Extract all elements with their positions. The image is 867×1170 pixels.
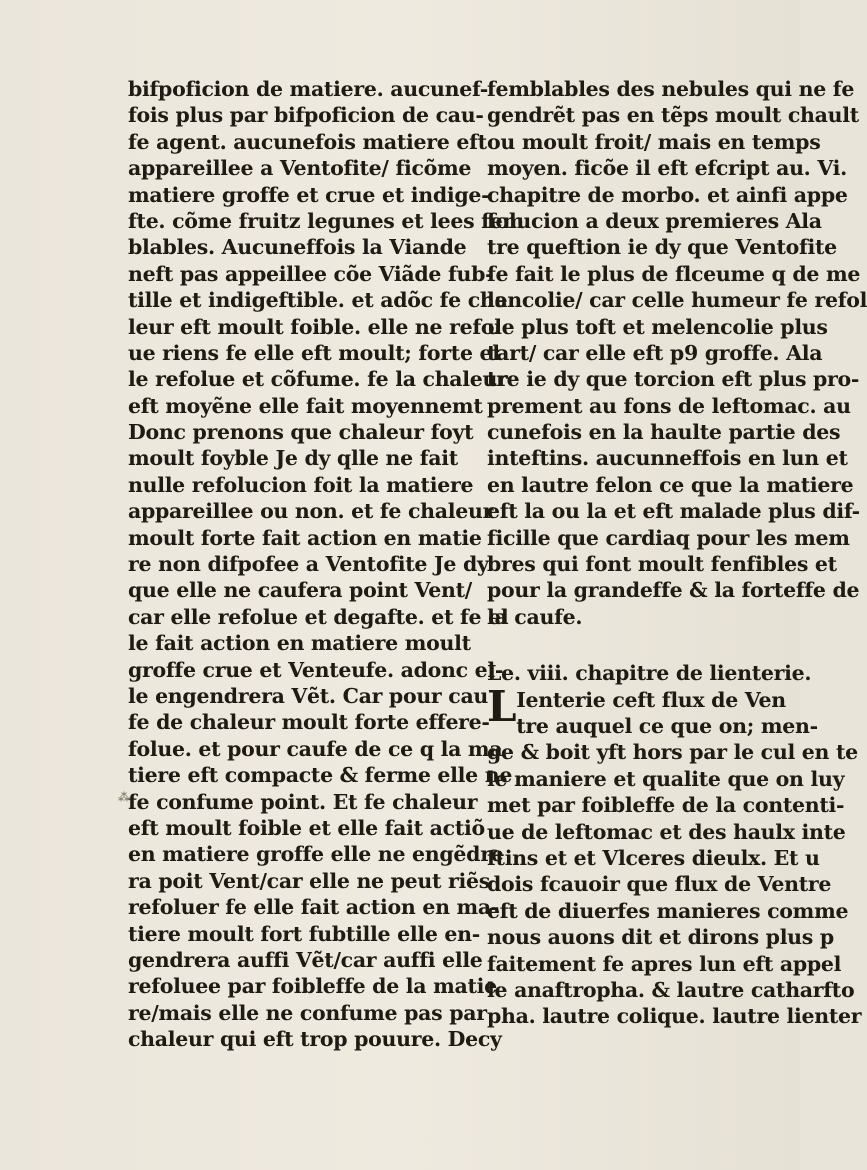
text-line: appareillee a Ventofite/ ficõme	[128, 156, 472, 181]
text-line: tre queftion ie dy que Ventofite	[487, 235, 837, 260]
text-line: cunefois en la haulte partie des	[487, 420, 841, 445]
text-line: bres qui font moult fenfibles et	[487, 552, 837, 577]
text-line: tre ie dy que torcion eft plus pro-	[487, 367, 860, 392]
text-line: moult foyble Je dy qlle ne fait	[128, 446, 458, 471]
text-line: re/mais elle ne confume pas par	[128, 1000, 487, 1025]
text-line: Donc prenons que chaleur foyt	[128, 420, 474, 445]
text-line: pour la grandeffe & la forteffe de	[487, 578, 860, 603]
text-line: blables. Aucuneffois la Viande	[128, 235, 467, 260]
text-line: la caufe.	[487, 604, 583, 629]
right-text-column	[487, 76, 867, 1030]
text-line: folue. et pour caufe de ce q la ma	[128, 736, 503, 761]
text-line: ou moult froit/ mais en temps	[487, 129, 821, 154]
text-line: fte. cõme fruitz legunes et lees fem	[128, 208, 524, 233]
text-line: bifpoficion de matiere. aucunef-	[128, 77, 488, 101]
text-line: re non difpofee a Ventofite Je dy	[128, 552, 489, 577]
text-line: moult forte fait action en matie	[128, 525, 482, 550]
text-line: pha. lautre colique. lautre lienter	[487, 1004, 862, 1029]
text-line: ficille que cardiaq pour les mem	[487, 525, 850, 550]
text-line: met par foibleffe de la contenti-	[487, 793, 845, 818]
initial-letter: L	[487, 681, 517, 731]
text-line: fe de chaleur moult forte effere-	[128, 710, 490, 735]
text-line: groffe crue et Venteufe. adonc el-	[128, 657, 504, 682]
initial-block	[487, 681, 818, 740]
text-line: le engendrera Vẽt. Car pour cau	[128, 683, 489, 708]
text-line: le refolue et cõfume. fe la chaleur	[128, 367, 508, 392]
text-line: ra poit Vent/car elle ne peut riẽs	[128, 868, 490, 893]
text-line: chaleur qui eft trop pouure. Decy	[128, 1027, 502, 1052]
text-line: le anaftropha. & lautre catharfto	[487, 977, 855, 1002]
text-line: dois fcauoir que flux de Ventre	[487, 872, 832, 897]
text-line: ue de leftomac et des haulx inte	[487, 819, 846, 844]
marginal-mark: ⁂	[118, 790, 130, 804]
text-line: en matiere groffe elle ne engẽdre	[128, 842, 504, 867]
text-line: appareillee ou non. et fe chaleur	[128, 499, 494, 524]
text-line: chapitre de morbo. et ainfi appe	[487, 182, 848, 207]
chapter-heading: Le. viii. chapitre de lienterie.	[487, 661, 812, 686]
text-line: tille et indigeftible. et adõc fe cha	[128, 288, 508, 313]
text-line: le fait action en matiere moult	[128, 631, 471, 656]
text-line: eft moyẽne elle fait moyennemt	[128, 393, 483, 418]
right-column-paragraph	[487, 76, 867, 630]
text-line: car elle refolue et degafte. et fe el	[128, 604, 509, 629]
text-line: eft moult foible et elle fait actiõ	[128, 815, 485, 840]
text-line: ftins et et Vlceres dieulx. Et u	[487, 845, 820, 870]
text-line: lencolie/ car celle humeur fe refol	[487, 288, 867, 313]
text-line: tre auquel ce que on; men-	[516, 713, 818, 738]
left-text-column	[128, 76, 524, 1052]
text-line: le maniere et qualite que on luy	[487, 766, 845, 791]
text-line: moyen. ficõe il eft efcript au. Vi.	[487, 156, 847, 181]
text-line: eft de diuerfes manieres comme	[487, 898, 849, 923]
text-line: nulle refolucion foit la matiere	[128, 472, 474, 497]
text-line: fe fait le plus de flceume q de me	[487, 261, 861, 286]
text-line: tiere eft compacte & ferme elle ne	[128, 763, 513, 788]
text-line: fe agent. aucunefois matiere eft	[128, 129, 487, 154]
text-line: gendrẽt pas en tẽps moult chault	[487, 103, 859, 128]
text-line: neft pas appeillee cõe Viãde fub-	[128, 261, 494, 286]
text-line: eft la ou la et eft malade plus dif-	[487, 499, 860, 524]
text-line: en lautre felon ce que la matiere	[487, 472, 854, 497]
text-line: Ienterie ceft flux de Ven	[516, 687, 786, 712]
text-line: ue plus toft et melencolie plus	[487, 314, 828, 339]
text-line: leur eft moult foible. elle ne refol	[128, 314, 502, 339]
text-line: folucion a deux premieres Ala	[487, 208, 822, 233]
text-line: tart/ car elle eft p9 groffe. Ala	[487, 340, 823, 365]
text-line: nous auons dit et dirons plus p	[487, 925, 834, 950]
text-line: prement au fons de leftomac. au	[487, 393, 851, 418]
text-line: femblables des nebules qui ne fe	[487, 77, 855, 101]
text-line: ge & boit yft hors par le cul en te	[487, 740, 858, 765]
text-line: tiere moult fort fubtille elle en-	[128, 921, 480, 946]
text-line: faitement fe apres lun eft appel	[487, 951, 842, 976]
text-line: refoluee par foibleffe de la matie	[128, 974, 497, 999]
text-line: ue riens fe elle eft moult; forte el	[128, 340, 500, 365]
text-line: que elle ne caufera point Vent/	[128, 578, 472, 603]
text-line: inteftins. aucunneffois en lun et	[487, 446, 848, 471]
text-line: gendrera auffi Vẽt/car auffi elle	[128, 947, 483, 972]
text-line: refoluer fe elle fait action en ma-	[128, 895, 500, 920]
text-line: fois plus par bifpoficion de cau-	[128, 103, 484, 128]
chapter-body	[487, 739, 862, 1029]
text-line: fe confume point. Et fe chaleur	[128, 789, 478, 814]
text-line: matiere groffe et crue et indige-	[128, 182, 490, 207]
